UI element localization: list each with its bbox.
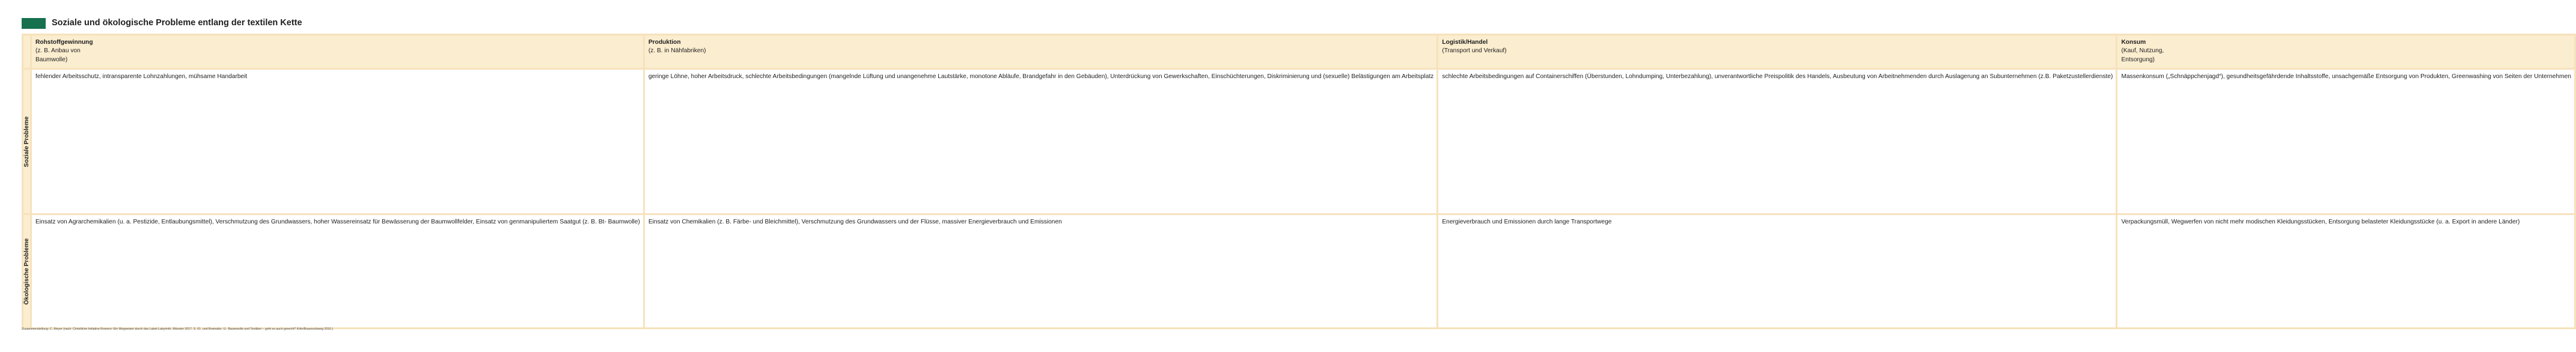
row-label-text: Soziale Probleme [23,116,30,167]
title-color-block [22,18,46,29]
column-header-logistik-handel [1436,35,2116,68]
column-title: Konsum [2121,39,2146,46]
table-cell: fehlender Arbeitsschutz, intransparente Lohnzahlungen, mühsame Handarbeit [30,68,643,213]
source-note: Zusammenstellung: C. Meyer (nach: Christliche Initiative Romero: Ein Wegweiser durch das Label-Labyrinth. Münster 2017, S. 61. und Bramsiler, U.: Baumwolle und Textilien – geht es auch gerecht? Köln/Braunschweig 2016.) [22,327,334,331]
column-header-produktion [643,35,1437,68]
header-corner [23,35,30,68]
page-title: Soziale und ökologische Probleme entlang der textilen Kette [52,18,302,28]
column-title: Produktion [648,39,681,46]
table-cell: geringe Löhne, hoher Arbeitsdruck, schlechte Arbeitsbedingungen (mangelnde Lüftung und unangenehme Lautstärke, monotone Abläufe, Brandgefahr in den Gebäuden), Unterdrückung von Gewerkschaften, Einschüchterungen, Diskriminierung und (sexuelle) Belästigungen am Arbeitsplatz [643,68,1437,213]
problems-table [22,34,2576,329]
column-title: Logistik/Handel [1442,39,1488,46]
table-row-soziale-probleme [23,68,2574,213]
table-cell: Einsatz von Chemikalien (z. B. Färbe- und Bleichmittel), Verschmutzung des Grundwassers und der Flüsse, massiver Energieverbrauch und Emissionen [643,213,1437,327]
row-label-text: Ökologische Probleme [23,238,30,305]
column-header-rohstoffgewinnung [30,35,643,68]
column-title: Rohstoffgewinnung [35,39,93,46]
table-cell: Verpackungsmüll, Wegwerfen von nicht mehr modischen Kleidungsstücken, Entsorgung belasteter Kleidungsstücke (u. a. Export in andere Länder) [2116,213,2574,327]
row-label-soziale-probleme [23,68,30,213]
column-header-konsum [2116,35,2574,68]
header-row [23,35,2574,68]
column-subtitle: (z. B. in Nähfabriken) [648,47,706,55]
table-cell: schlechte Arbeitsbedingungen auf Containerschiffen (Überstunden, Lohndumping, Unterbezahlung), unverantwortliche Preispolitik des Handels, Ausbeutung von Arbeitnehmenden durch Auslagerung an Subunternehmen (z.B. Paketzustellerdienste) [1436,68,2116,213]
column-subtitle: (Transport und Verkauf) [1442,47,1507,55]
table-cell: Einsatz von Agrarchemikalien (u. a. Pestizide, Entlaubungsmittel), Verschmutzung des Grundwassers, hoher Wassereinsatz für Bewässerung der Baumwollfelder, Einsatz von genmanipuliertem Saatgut (z. B. Bt- Baumwolle) [30,213,643,327]
row-label-oekologische-probleme [23,213,30,327]
table-cell: Energieverbrauch und Emissionen durch lange Transportwege [1436,213,2116,327]
column-subtitle: (z. B. Anbau von Baumwolle) [35,47,81,63]
table-row-oekologische-probleme [23,213,2574,327]
column-subtitle: (Kauf, Nutzung, Entsorgung) [2121,47,2164,63]
title-bar [22,17,382,30]
table-cell: Massenkonsum („Schnäppchenjagd“), gesundheitsgefährdende Inhaltsstoffe, unsachgemäße Entsorgung von Produkten, Greenwashing von Seiten der Unternehmen [2116,68,2574,213]
